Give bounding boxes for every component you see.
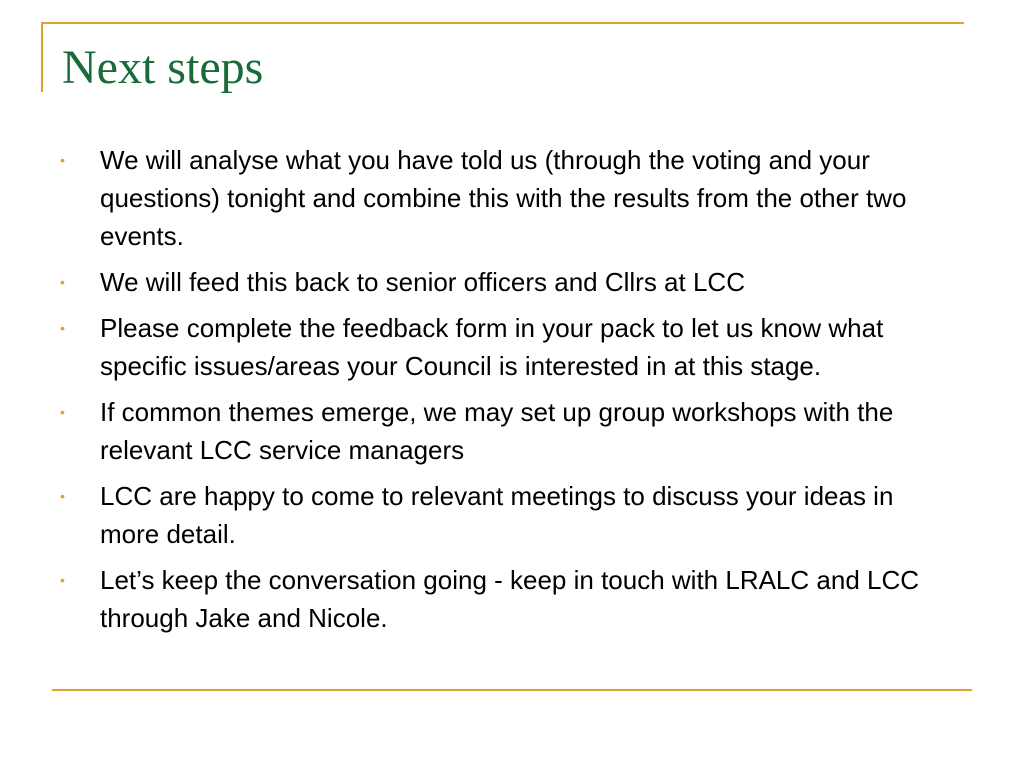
slide-title: Next steps (62, 41, 264, 94)
bullet-text: LCC are happy to come to relevant meetings to discuss your ideas in more detail. (100, 481, 894, 549)
bullet-dot-icon: • (60, 572, 65, 588)
bullet-text: Please complete the feedback form in your pack to let us know what specific issues/areas your Council is interested in at this stage. (100, 313, 884, 381)
bullet-text: If common themes emerge, we may set up group workshops with the relevant LCC service managers (100, 397, 894, 465)
bullet-item (58, 309, 958, 385)
accent-line-top (41, 22, 964, 24)
bullet-item (58, 561, 958, 637)
bullet-text: We will analyse what you have told us (through the voting and your questions) tonight and combine this with the results from the other two events. (100, 145, 907, 251)
accent-line-bottom (52, 689, 972, 691)
bullet-dot-icon: • (60, 488, 65, 504)
bullet-item (58, 263, 958, 301)
bullet-dot-icon: • (60, 404, 65, 420)
bullet-text: We will feed this back to senior officers and Cllrs at LCC (100, 267, 745, 297)
bullet-item (58, 141, 958, 255)
bullet-dot-icon: • (60, 274, 65, 290)
bullet-dot-icon: • (60, 320, 65, 336)
bullet-item (58, 393, 958, 469)
bullet-item (58, 477, 958, 553)
bullet-list (58, 141, 958, 645)
accent-line-vertical (41, 22, 43, 92)
bullet-text: Let’s keep the conversation going - keep in touch with LRALC and LCC through Jake and Nicole. (100, 565, 920, 633)
bullet-dot-icon: • (60, 152, 65, 168)
